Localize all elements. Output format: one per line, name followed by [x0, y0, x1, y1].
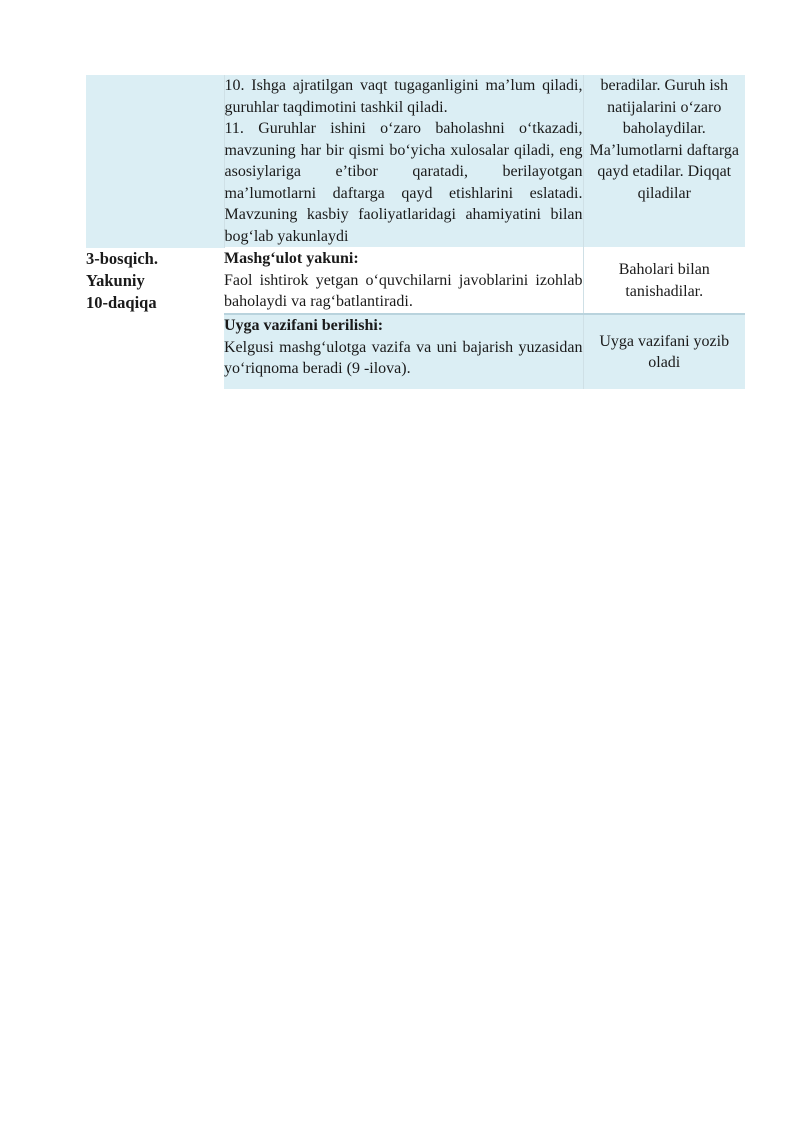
student-activity-cell: beradilar. Guruh ish natijalarini o‘zaro baholaydilar. Ma’lumotlarni daftarga qayd etadilar. Diqqat qiladilar — [583, 75, 745, 248]
stage-duration: 10-daqiqa — [86, 292, 157, 312]
student-activity-cell: Uyga vazifani yozib oladi — [583, 314, 745, 389]
student-activity-cell: Baholari bilan tanishadilar. — [583, 248, 745, 315]
stage-cell — [86, 248, 224, 390]
teacher-activity-cell — [224, 248, 583, 315]
section-heading: Uyga vazifani berilishi: — [224, 317, 384, 334]
teacher-step-10: 10. Ishga ajratilgan vaqt tugaganligini ma’lum qiladi, guruhlar taqdimotini tashkil qiladi. — [224, 77, 583, 116]
teacher-text: Faol ishtirok yetgan o‘quvchilarni javoblarini izohlab baholaydi va rag‘batlantiradi. — [224, 271, 583, 310]
table-row — [86, 248, 745, 315]
stage-title: 3-bosqich. — [86, 248, 158, 268]
lesson-plan-table — [86, 75, 745, 389]
section-heading: Mashg‘ulot yakuni: — [224, 250, 359, 267]
teacher-step-11: 11. Guruhlar ishini o‘zaro baholashni o‘tkazadi, mavzuning har bir qismi bo‘yicha xulosalar qiladi, eng asosiylariga e’tibor qaratadi, berilayotgan ma’lumotlarni daftarga qayd etishlarini eslatadi. Mavzuning kasbiy faoliyatlaridagi ahamiyatini bilan bog‘lab yakunlaydi — [224, 120, 583, 245]
stage-name: Yakuniy — [86, 270, 145, 290]
teacher-text: Kelgusi mashg‘ulotga vazifa va uni bajarish yuzasidan yo‘riqnoma beradi (9 -ilova). — [224, 338, 583, 377]
table-row — [86, 75, 745, 248]
teacher-activity-cell — [224, 75, 583, 248]
teacher-activity-cell — [224, 314, 583, 389]
stage-cell — [86, 75, 224, 248]
